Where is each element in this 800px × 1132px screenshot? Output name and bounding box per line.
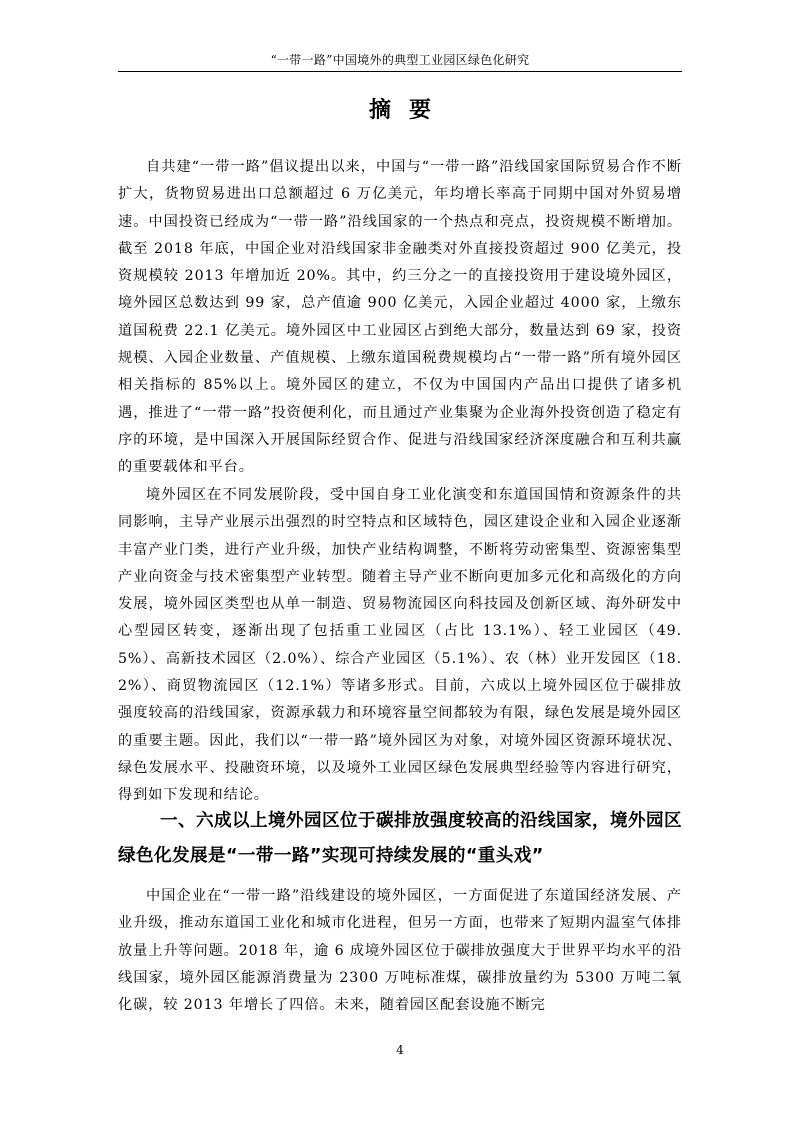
page-title: 摘要: [368, 98, 449, 123]
header-divider: [118, 71, 682, 72]
running-header: “一带一路”中国境外的典型工业园区绿色化研究: [270, 53, 530, 67]
section-heading-1: 一、六成以上境外园区位于碳排放强度较高的沿线国家，境外园区绿色化发展是“一带一路”实现可持续发展的“重头戏”: [118, 811, 682, 866]
abstract-paragraph-2: 境外园区在不同发展阶段，受中国自身工业化演变和东道国国情和资源条件的共同影响，主导产业展示出强烈的时空特点和区域特色，园区建设企业和入园企业逐渐丰富产业门类，进行产业升级，加快产业结构调整，不断将劳动密集型、资源密集型产业向资金与技术密集型产业转型。随着主导产业不断向更加多元化和高级化的方向发展，境外园区类型也从单一制造、贸易物流园区向科技园及创新区域、海外研发中心型园区转变，逐渐出现了包括重工业园区（占比 13.1%）、轻工业园区（49.5%）、高新技术园区（2.0%）、综合产业园区（5.1%）、农（林）业开发园区（18.2%）、商贸物流园区（12.1%）等诸多形式。目前，六成以上境外园区位于碳排放强度较高的沿线国家，资源承载力和环境容量空间都较为有限，绿色发展是境外园区的重要主题。因此，我们以“一带一路”境外园区为对象，对境外园区资源环境状况、绿色发展水平、投融资环境，以及境外工业园区绿色发展典型经验等内容进行研究，得到如下发现和结论。: [118, 487, 682, 804]
section-1-paragraph-1: 中国企业在“一带一路”沿线建设的境外园区，一方面促进了东道国经济发展、产业升级，推动东道国工业化和城市化进程，但另一方面，也带来了短期内温室气体排放量上升等问题。2018 年，逾 6 成境外园区位于碳排放强度大于世界平均水平的沿线国家，境外园区能源消费量为 2300 万吨标准煤，碳排放量约为 5300 万吨二氧化碳，较 2013 年增长了四倍。未来，随着园区配套设施不断完: [118, 888, 682, 1014]
page-number: 4: [396, 1043, 404, 1057]
abstract-paragraph-1: 自共建“一带一路”倡议提出以来，中国与“一带一路”沿线国家国际贸易合作不断扩大，货物贸易进出口总额超过 6 万亿美元，年均增长率高于同期中国对外贸易增速。中国投资已经成为“一带一路”沿线国家的一个热点和亮点，投资规模不断增加。截至 2018 年底，中国企业对沿线国家非金融类对外直接投资超过 900 亿美元，投资规模较 2013 年增加近 20%。其中，约三分之一的直接投资用于建设境外园区，境外园区总数达到 99 家，总产值逾 900 亿美元，入园企业超过 4000 家，上缴东道国税费 22.1 亿美元。境外园区中工业园区占到绝大部分，数量达到 69 家，投资规模、入园企业数量、产值规模、上缴东道国税费规模均占“一带一路”所有境外园区相关指标的 85%以上。境外园区的建立，不仅为中国国内产品出口提供了诸多机遇，推进了“一带一路”投资便利化，而且通过产业集聚为企业海外投资创造了稳定有序的环境，是中国深入开展国际经贸合作、促进与沿线国家经济深度融合和互利共赢的重要载体和平台。: [118, 159, 682, 476]
